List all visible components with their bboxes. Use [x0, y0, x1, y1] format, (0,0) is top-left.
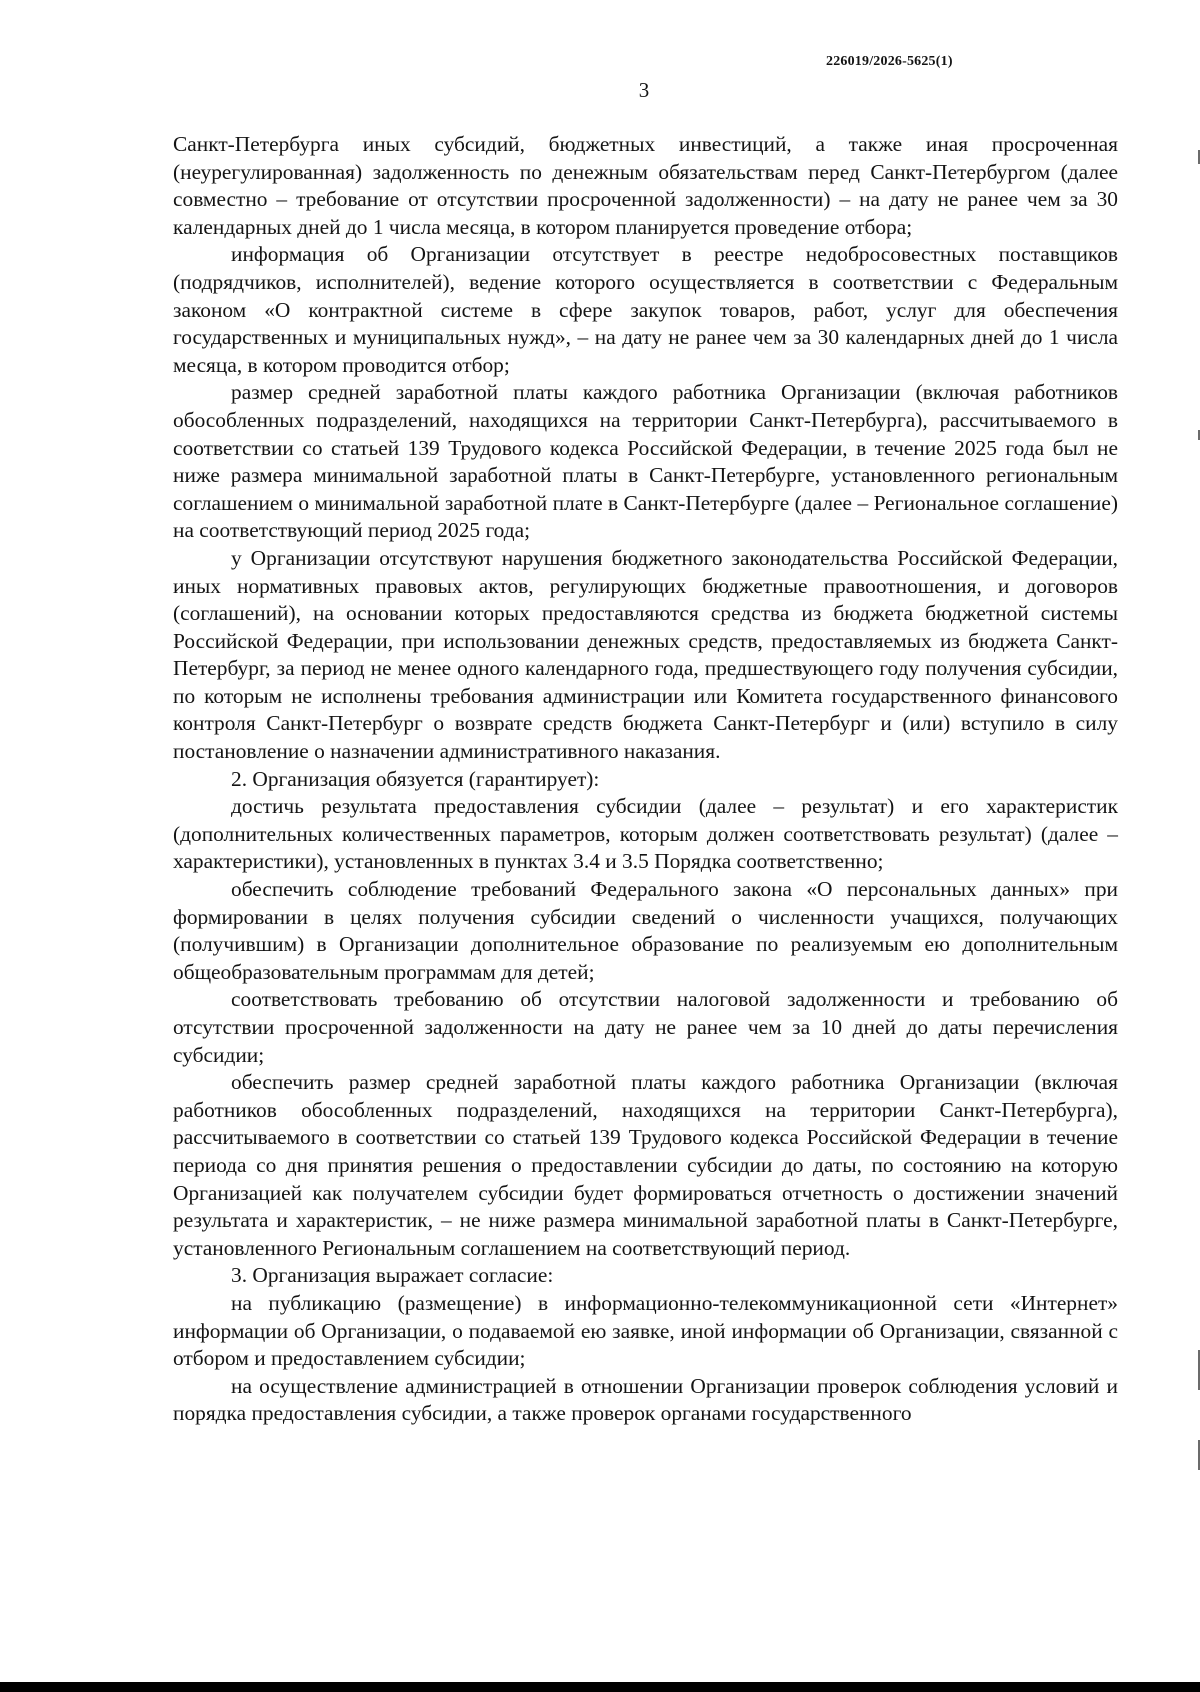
paragraph-internet-publication: на публикацию (размещение) в информационно-телекоммуникационной сети «Интернет» информации об Организации, о подаваемой ею заявке, иной информации об Организации, связанной с отбором и предоставлением субсидии;	[173, 1290, 1118, 1371]
section-2-heading: 2. Организация обязуется (гарантирует):	[231, 766, 600, 791]
document-body	[173, 131, 1118, 1428]
paragraph-personal-data: обеспечить соблюдение требований Федерального закона «О персональных данных» при формировании в целях получения субсидии сведений о численности учащихся, получающих (получившим) в Организации дополнительное образование по реализуемым ею дополнительным общеобразовательным программам для детей;	[173, 877, 1118, 984]
paragraph-supplier-registry: информация об Организации отсутствует в реестре недобросовестных поставщиков (подрядчиков, исполнителей), ведение которого осуществляется в соответствии с Федеральным законом «О контрактной системе в сфере закупок товаров, работ, услуг для обеспечения государственных и муниципальных нужд», – на дату не ранее чем за 30 календарных дней до 1 числа месяца, в котором проводится отбор;	[173, 242, 1118, 377]
paragraph-continuation: Санкт-Петербурга иных субсидий, бюджетных инвестиций, а также иная просроченная (неурегулированная) задолженность по денежным обязательствам перед Санкт-Петербургом (далее совместно – требование от отсутствии просроченной задолженности) – на дату не ранее чем за 30 календарных дней до 1 числа месяца, в котором планируется проведение отбора;	[173, 132, 1118, 239]
paragraph-budget-violations: у Организации отсутствуют нарушения бюджетного законодательства Российской Федерации, иных нормативных правовых актов, регулирующих бюджетные правоотношения, и договоров (соглашений), на основании которых предоставляются средства из бюджета бюджетной системы Российской Федерации, при использовании денежных средств, предоставляемых из бюджета Санкт-Петербург, за период не менее одного календарного года, предшествующего году получения субсидии, по которым не исполнены требования администрации или Комитета государственного финансового контроля Санкт-Петербург о возврате средств бюджета Санкт-Петербург и (или) вступило в силу постановление о назначении административного наказания.	[173, 545, 1118, 764]
section-3-heading: 3. Организация выражает согласие:	[231, 1263, 554, 1288]
document-registration-number: 226019/2026-5625(1)	[826, 54, 953, 69]
paragraph-achieve-result: достичь результата предоставления субсидии (далее – результат) и его характеристик (дополнительных количественных параметров, которым должен соответствовать результат) (далее – характеристики), установленных в пунктах 3.4 и 3.5 Порядка соответственно;	[173, 794, 1118, 874]
paragraph-tax-debt: соответствовать требованию об отсутствии налоговой задолженности и требованию об отсутствии просроченной задолженности на дату не ранее чем за 10 дней до даты перечисления субсидии;	[173, 987, 1118, 1067]
paragraph-average-salary-2025: размер средней заработной платы каждого работника Организации (включая работников обособленных подразделений, находящихся на территории Санкт-Петербурга), рассчитываемого в соответствии со статьей 139 Трудового кодекса Российской Федерации, в течение 2025 года был не ниже размера минимальной заработной платы в Санкт-Петербурге, установленного региональным соглашением о минимальной заработной плате в Санкт-Петербурге (далее – Региональное соглашение) на соответствующий период 2025 года;	[173, 380, 1118, 543]
scan-border	[0, 1682, 1200, 1692]
page-number: 3	[638, 78, 650, 102]
paragraph-ensure-salary: обеспечить размер средней заработной платы каждого работника Организации (включая работников обособленных подразделений, находящихся на территории Санкт-Петербурга), рассчитываемого в соответствии со статьей 139 Трудового кодекса Российской Федерации в течение периода со дня принятия решения о предоставлении субсидии до даты, по состоянию на которую Организацией как получателем субсидии будет формироваться отчетность о достижении значений результата и характеристик, – не ниже размера минимальной заработной платы в Санкт-Петербурге, установленного Региональным соглашением на соответствующий период.	[173, 1070, 1118, 1260]
paragraph-inspections: на осуществление администрацией в отношении Организации проверок соблюдения условий и порядка предоставления субсидии, а также проверок органами государственного	[173, 1373, 1118, 1426]
